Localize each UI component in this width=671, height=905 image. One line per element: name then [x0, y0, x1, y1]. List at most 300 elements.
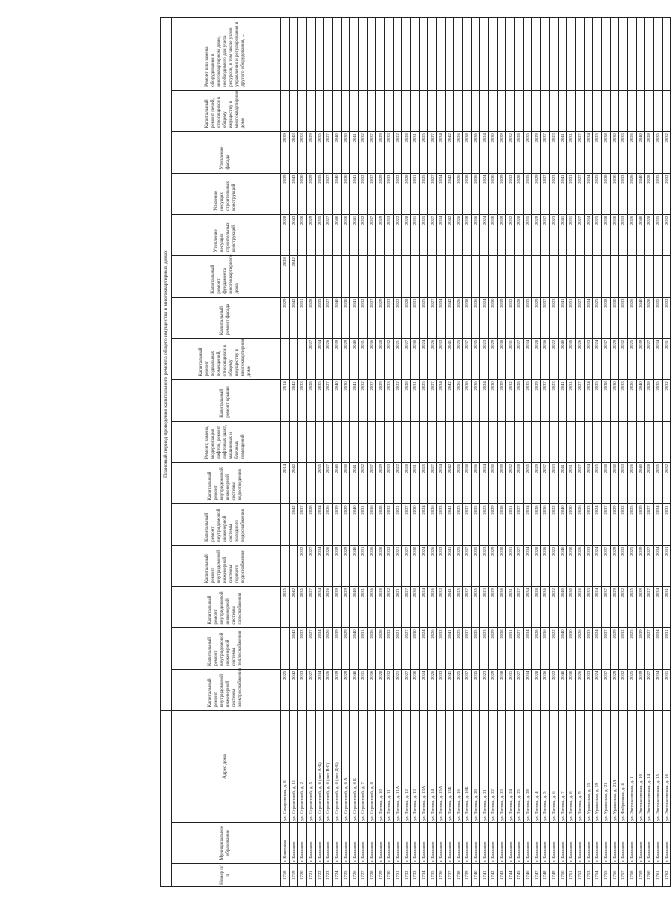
row-year-work-7 — [619, 421, 628, 462]
row-year-work-3: 2029 — [341, 587, 350, 628]
row-year-work-12: 2034 — [584, 214, 593, 255]
row-year-work-6: 2035 — [653, 463, 662, 504]
row-year-work-8: 2031 — [567, 380, 576, 421]
row-year-work-15 — [445, 90, 454, 131]
row-year-work-4: 2036 — [367, 545, 376, 586]
row-year-work-9: 2028 — [376, 338, 385, 379]
row-year-work-13: 2038 — [463, 173, 472, 214]
row-year-work-1: 2039 — [636, 669, 645, 710]
row-year-work-5: 2025 — [454, 504, 463, 545]
row-year-work-14: 2029 — [376, 132, 385, 173]
row-year-work-13: 2039 — [497, 173, 506, 214]
row-year-work-9: 2029 — [489, 338, 498, 379]
row-year-work-7 — [567, 421, 576, 462]
row-year-work-12: 2027 — [428, 214, 437, 255]
row-number: 1749 — [549, 864, 558, 887]
row-year-work-7 — [662, 421, 671, 462]
row-year-work-14: 2036 — [471, 132, 480, 173]
row-year-work-13: 2034 — [584, 173, 593, 214]
row-year-work-1: 2034 — [523, 669, 532, 710]
row-year-work-12: 2025 — [419, 214, 428, 255]
row-year-work-8: 2035 — [653, 380, 662, 421]
row-year-work-6: 2039 — [497, 463, 506, 504]
row-year-work-2: 2029 — [341, 628, 350, 669]
row-year-work-2: 2031 — [662, 628, 671, 669]
row-year-work-14: 2035 — [523, 132, 532, 173]
row-year-work-15 — [411, 90, 420, 131]
row-year-work-6: 2028 — [402, 463, 411, 504]
row-year-work-14: 2037 — [541, 132, 550, 173]
row-year-work-12: 2026 — [627, 214, 636, 255]
row-year-work-3: 2037 — [463, 587, 472, 628]
row-year-work-13: 2022 — [393, 173, 402, 214]
row-year-work-3: 2025 — [627, 587, 636, 628]
row-year-work-13: 2037 — [541, 173, 550, 214]
row-year-work-3: 2036 — [367, 587, 376, 628]
row-year-work-16 — [428, 18, 437, 91]
row-year-work-16 — [385, 18, 394, 91]
row-year-work-13: 2043 — [289, 173, 298, 214]
row-year-work-14: 2033 — [385, 132, 394, 173]
row-year-work-6: 2042 — [289, 463, 298, 504]
row-year-work-3: 2028 — [376, 587, 385, 628]
row-year-work-7 — [281, 421, 290, 462]
row-year-work-2: 2034 — [315, 628, 324, 669]
row-municipality: г. Балашов — [324, 822, 333, 863]
row-year-work-9: 2034 — [315, 338, 324, 379]
row-year-work-8: 2042 — [445, 380, 454, 421]
row-municipality: г. Балашов — [419, 822, 428, 863]
row-year-work-9: 2037 — [463, 338, 472, 379]
row-year-work-9: 2041 — [445, 338, 454, 379]
row-year-work-3: 2030 — [411, 587, 420, 628]
row-municipality: г. Балашов — [662, 822, 671, 863]
row-year-work-8: 2028 — [307, 380, 316, 421]
row-year-work-15 — [645, 90, 654, 131]
table-row — [549, 18, 558, 887]
row-year-work-11 — [497, 256, 506, 297]
row-year-work-9: 2026 — [428, 338, 437, 379]
row-year-work-8: 2035 — [523, 380, 532, 421]
row-year-work-3: 2021 — [393, 587, 402, 628]
row-year-work-15 — [289, 90, 298, 131]
row-year-work-5: 2037 — [463, 504, 472, 545]
row-year-work-2: 2026 — [428, 628, 437, 669]
row-year-work-7 — [333, 421, 342, 462]
row-year-work-8: 2034 — [584, 380, 593, 421]
row-year-work-11 — [489, 256, 498, 297]
row-year-work-7 — [515, 421, 524, 462]
row-year-work-16 — [541, 18, 550, 91]
row-year-work-7 — [575, 421, 584, 462]
row-year-work-9 — [298, 338, 307, 379]
row-year-work-7 — [445, 421, 454, 462]
row-year-work-10: 2022 — [393, 297, 402, 338]
row-year-work-10: 2027 — [428, 297, 437, 338]
row-year-work-1: 2027 — [307, 669, 316, 710]
table-row — [636, 18, 645, 887]
row-address: ул. Энгельсовская, д. 14 — [645, 711, 654, 823]
row-year-work-3: 2026 — [428, 587, 437, 628]
row-address: ул. Строителей, д. 2 — [298, 711, 307, 823]
row-year-work-7 — [298, 421, 307, 462]
row-year-work-8: 2040 — [333, 380, 342, 421]
row-year-work-11 — [523, 256, 532, 297]
row-year-work-15 — [341, 90, 350, 131]
row-year-work-8: 2033 — [298, 380, 307, 421]
row-year-work-14: 2029 — [532, 132, 541, 173]
row-number: 1732 — [402, 864, 411, 887]
row-year-work-12: 2029 — [376, 214, 385, 255]
row-year-work-7 — [593, 421, 602, 462]
row-year-work-14: 2031 — [411, 132, 420, 173]
row-address: ул. Строителей, д. 6 (лит А-Б) — [315, 711, 324, 823]
row-number: 1747 — [532, 864, 541, 887]
row-year-work-13: 2030 — [610, 173, 619, 214]
row-year-work-4: 2035 — [471, 545, 480, 586]
row-year-work-13: 2031 — [411, 173, 420, 214]
row-year-work-8: 2024 — [480, 380, 489, 421]
row-year-work-11 — [662, 256, 671, 297]
row-number: 1718 — [281, 864, 290, 887]
row-year-work-2: 2038 — [497, 628, 506, 669]
row-year-work-9: 2032 — [619, 338, 628, 379]
row-year-work-16 — [367, 18, 376, 91]
row-year-work-6: 2031 — [411, 463, 420, 504]
row-year-work-12: 2041 — [350, 214, 359, 255]
row-year-work-12: 2030 — [298, 214, 307, 255]
row-year-work-2: 2040 — [558, 628, 567, 669]
row-year-work-9: 2022 — [549, 338, 558, 379]
row-year-work-6: 2038 — [601, 463, 610, 504]
row-municipality: г. Балашов — [636, 822, 645, 863]
row-municipality: г. Балашов — [428, 822, 437, 863]
row-year-work-11 — [506, 256, 515, 297]
row-year-work-12: 2024 — [480, 214, 489, 255]
row-year-work-11 — [463, 256, 472, 297]
row-year-work-3: 2040 — [558, 587, 567, 628]
row-year-work-7 — [341, 421, 350, 462]
row-year-work-6: 2014 — [281, 463, 290, 504]
row-address: ул. Уральская, д. 19 — [593, 711, 602, 823]
row-year-work-3: 2035 — [471, 587, 480, 628]
row-year-work-4: 2032 — [619, 545, 628, 586]
header-address: Адрес дома — [172, 711, 281, 823]
row-year-work-13: 2041 — [558, 173, 567, 214]
row-year-work-14: 2040 — [333, 132, 342, 173]
row-municipality: г. Балашов — [627, 822, 636, 863]
row-year-work-7 — [324, 421, 333, 462]
row-year-work-1: 2030 — [567, 669, 576, 710]
row-year-work-11 — [619, 256, 628, 297]
row-year-work-6: 2022 — [393, 463, 402, 504]
row-year-work-10: 2037 — [367, 297, 376, 338]
row-year-work-12: 2039 — [497, 214, 506, 255]
row-year-work-11 — [419, 256, 428, 297]
header-work-7: Ремонт, замена, модернизация лифтов, ремонт лифтовых шахт, машинных и блочных помещений — [172, 421, 281, 462]
row-year-work-10: 2035 — [523, 297, 532, 338]
row-year-work-11 — [333, 256, 342, 297]
row-year-work-3: 2032 — [619, 587, 628, 628]
row-year-work-5: 2026 — [428, 504, 437, 545]
row-year-work-12: 2022 — [393, 214, 402, 255]
row-year-work-13: 2027 — [324, 173, 333, 214]
row-year-work-16 — [653, 18, 662, 91]
row-municipality: г. Балашов — [601, 822, 610, 863]
row-year-work-14: 2032 — [662, 132, 671, 173]
row-year-work-5: 2035 — [471, 504, 480, 545]
row-year-work-2: 2041 — [445, 628, 454, 669]
row-year-work-13: 2028 — [645, 173, 654, 214]
row-year-work-10: 2041 — [558, 297, 567, 338]
row-year-work-8: 2041 — [350, 380, 359, 421]
row-year-work-7 — [428, 421, 437, 462]
row-address: ул. Титова, д. 9 — [575, 711, 584, 823]
row-number: 1746 — [523, 864, 532, 887]
row-year-work-3: 2039 — [333, 587, 342, 628]
row-year-work-3: 2025 — [454, 587, 463, 628]
row-year-work-5: 2034 — [315, 504, 324, 545]
row-year-work-10: 2026 — [627, 297, 636, 338]
row-year-work-6: 2041 — [350, 463, 359, 504]
row-year-work-2: 2025 — [627, 628, 636, 669]
row-year-work-3: 2034 — [315, 587, 324, 628]
row-year-work-14: 2035 — [315, 132, 324, 173]
table-row — [333, 18, 342, 887]
row-year-work-12: 2032 — [506, 214, 515, 255]
row-year-work-7 — [636, 421, 645, 462]
row-year-work-6: 2028 — [645, 463, 654, 504]
row-year-work-4: 2028 — [532, 545, 541, 586]
row-year-work-8: 2042 — [289, 380, 298, 421]
row-number: 1723 — [324, 864, 333, 887]
row-year-work-8: 2029 — [376, 380, 385, 421]
row-address: ул. Энгельсовская, д. 15 — [653, 711, 662, 823]
row-year-work-6: 2027 — [428, 463, 437, 504]
row-year-work-2: 2033 — [437, 628, 446, 669]
row-year-work-8: 2027 — [428, 380, 437, 421]
row-year-work-10: 2041 — [350, 297, 359, 338]
row-year-work-15 — [333, 90, 342, 131]
row-year-work-10: 2032 — [662, 297, 671, 338]
row-year-work-4: 2030 — [567, 545, 576, 586]
row-address: ул. Строителей, д. 6 (лит В-Г) — [324, 711, 333, 823]
row-year-work-4: 2029 — [341, 545, 350, 586]
row-year-work-11 — [610, 256, 619, 297]
row-year-work-3: 2028 — [532, 587, 541, 628]
row-year-work-1: 2040 — [558, 669, 567, 710]
row-address: ул. Титова, д. 10 — [376, 711, 385, 823]
row-year-work-6: 2030 — [489, 463, 498, 504]
row-year-work-3: 2027 — [645, 587, 654, 628]
row-year-work-14: 2025 — [419, 132, 428, 173]
row-year-work-12: 2026 — [454, 214, 463, 255]
row-year-work-2: 2027 — [515, 628, 524, 669]
row-year-work-14: 2030 — [489, 132, 498, 173]
row-year-work-7 — [549, 421, 558, 462]
row-year-work-6: 2028 — [515, 463, 524, 504]
row-year-work-2: 2032 — [385, 628, 394, 669]
row-year-work-11 — [341, 256, 350, 297]
row-municipality: г. Балашов — [610, 822, 619, 863]
row-year-work-1: 2036 — [367, 669, 376, 710]
row-year-work-8: 2029 — [532, 380, 541, 421]
row-year-work-12: 2032 — [662, 214, 671, 255]
row-year-work-4: 2024 — [593, 545, 602, 586]
row-year-work-10: 2025 — [419, 297, 428, 338]
row-year-work-4: 2027 — [307, 545, 316, 586]
row-number: 1755 — [601, 864, 610, 887]
row-year-work-15 — [497, 90, 506, 131]
row-year-work-3: 2032 — [385, 587, 394, 628]
row-number: 1726 — [350, 864, 359, 887]
row-year-work-4: 2034 — [653, 545, 662, 586]
row-address: ул. Титова, д. 16Б — [463, 711, 472, 823]
table-row — [367, 18, 376, 887]
row-year-work-12: 2038 — [601, 214, 610, 255]
row-year-work-1: 2034 — [315, 669, 324, 710]
row-year-work-16 — [289, 18, 298, 91]
row-year-work-13: 2039 — [281, 173, 290, 214]
row-year-work-9: 2031 — [662, 338, 671, 379]
row-year-work-1: 2033 — [584, 669, 593, 710]
row-year-work-4: 2027 — [645, 545, 654, 586]
table-row — [428, 18, 437, 887]
table-row — [497, 18, 506, 887]
row-year-work-6: 2036 — [471, 463, 480, 504]
row-year-work-11 — [515, 256, 524, 297]
row-year-work-11 — [402, 256, 411, 297]
row-number: 1729 — [376, 864, 385, 887]
row-year-work-16 — [549, 18, 558, 91]
row-year-work-13: 2028 — [515, 173, 524, 214]
row-municipality: г. Балашов — [480, 822, 489, 863]
row-year-work-11 — [627, 256, 636, 297]
row-year-work-9: 2033 — [584, 338, 593, 379]
row-year-work-13: 2031 — [567, 173, 576, 214]
row-year-work-5: 2042 — [289, 504, 298, 545]
row-year-work-15 — [523, 90, 532, 131]
row-year-work-15 — [324, 90, 333, 131]
row-year-work-13: 2027 — [428, 173, 437, 214]
row-year-work-9: 2024 — [419, 338, 428, 379]
row-year-work-15 — [549, 90, 558, 131]
table-row — [584, 18, 593, 887]
row-year-work-6: 2032 — [359, 463, 368, 504]
row-number: 1758 — [627, 864, 636, 887]
row-year-work-14: 2030 — [341, 132, 350, 173]
row-municipality: г. Балашов — [471, 822, 480, 863]
row-year-work-11 — [567, 256, 576, 297]
row-year-work-1: 2028 — [376, 669, 385, 710]
row-year-work-3: 2034 — [653, 587, 662, 628]
row-year-work-8: 2038 — [463, 380, 472, 421]
table-row — [289, 18, 298, 887]
row-number: 1753 — [584, 864, 593, 887]
row-year-work-16 — [627, 18, 636, 91]
row-number: 1728 — [367, 864, 376, 887]
row-year-work-2: 2029 — [489, 628, 498, 669]
table-row — [281, 18, 290, 887]
row-year-work-9: 2023 — [480, 338, 489, 379]
row-year-work-3: 2036 — [541, 587, 550, 628]
row-year-work-11 — [298, 256, 307, 297]
row-year-work-12: 2025 — [593, 214, 602, 255]
row-year-work-4: 2033 — [437, 545, 446, 586]
row-year-work-8: 2039 — [497, 380, 506, 421]
row-year-work-8: 2035 — [315, 380, 324, 421]
row-year-work-10: 2034 — [437, 297, 446, 338]
row-year-work-6: 2038 — [463, 463, 472, 504]
row-year-work-16 — [463, 18, 472, 91]
row-year-work-13: 2027 — [575, 173, 584, 214]
row-year-work-4: 2023 — [480, 545, 489, 586]
row-year-work-11 — [653, 256, 662, 297]
row-year-work-12: 2043 — [289, 214, 298, 255]
row-year-work-15 — [610, 90, 619, 131]
row-year-work-5: 2031 — [506, 504, 515, 545]
row-year-work-5: 2032 — [619, 504, 628, 545]
row-year-work-12: 2028 — [281, 214, 290, 255]
row-year-work-8: 2028 — [402, 380, 411, 421]
row-year-work-2: 2036 — [367, 628, 376, 669]
row-year-work-2: 2032 — [619, 628, 628, 669]
row-year-work-6: 2035 — [315, 463, 324, 504]
row-year-work-6: 2029 — [376, 463, 385, 504]
row-year-work-13: 2040 — [636, 173, 645, 214]
row-year-work-1: 2026 — [575, 669, 584, 710]
row-year-work-12: 2027 — [575, 214, 584, 255]
row-year-work-4: 2029 — [489, 545, 498, 586]
row-year-work-13: 2042 — [445, 173, 454, 214]
table-row — [575, 18, 584, 887]
row-year-work-10: 2033 — [385, 297, 394, 338]
row-year-work-15 — [376, 90, 385, 131]
row-year-work-2: 2023 — [480, 628, 489, 669]
header-work-3: Капитальный ремонт внутридомовой инженерной системы газоснабжения — [172, 587, 281, 628]
row-year-work-4 — [281, 545, 290, 586]
table-row — [489, 18, 498, 887]
row-year-work-1: 2025 — [454, 669, 463, 710]
row-year-work-2: 2037 — [601, 628, 610, 669]
row-number: 1757 — [619, 864, 628, 887]
row-year-work-8: 2034 — [437, 380, 446, 421]
row-year-work-2: 2021 — [393, 628, 402, 669]
row-year-work-3: 2023 — [480, 587, 489, 628]
row-year-work-2: 2026 — [575, 628, 584, 669]
row-address: ул. Уральская, д. 15 — [584, 711, 593, 823]
row-year-work-12: 2030 — [341, 214, 350, 255]
row-municipality: г. Балашов — [541, 822, 550, 863]
row-year-work-15 — [419, 90, 428, 131]
row-year-work-15 — [489, 90, 498, 131]
row-year-work-2: 2031 — [506, 628, 515, 669]
row-year-work-7 — [411, 421, 420, 462]
row-year-work-16 — [454, 18, 463, 91]
row-year-work-16 — [575, 18, 584, 91]
row-year-work-10: 2028 — [307, 297, 316, 338]
row-year-work-14: 2038 — [463, 132, 472, 173]
row-municipality: г. Балашов — [402, 822, 411, 863]
row-year-work-10: 2028 — [402, 297, 411, 338]
row-municipality: г. Балашов — [385, 822, 394, 863]
row-year-work-16 — [662, 18, 671, 91]
row-year-work-5: 2039 — [636, 504, 645, 545]
row-year-work-8: 2027 — [575, 380, 584, 421]
row-year-work-1: 2031 — [359, 669, 368, 710]
row-year-work-6: 2033 — [385, 463, 394, 504]
row-year-work-2: 2024 — [593, 628, 602, 669]
